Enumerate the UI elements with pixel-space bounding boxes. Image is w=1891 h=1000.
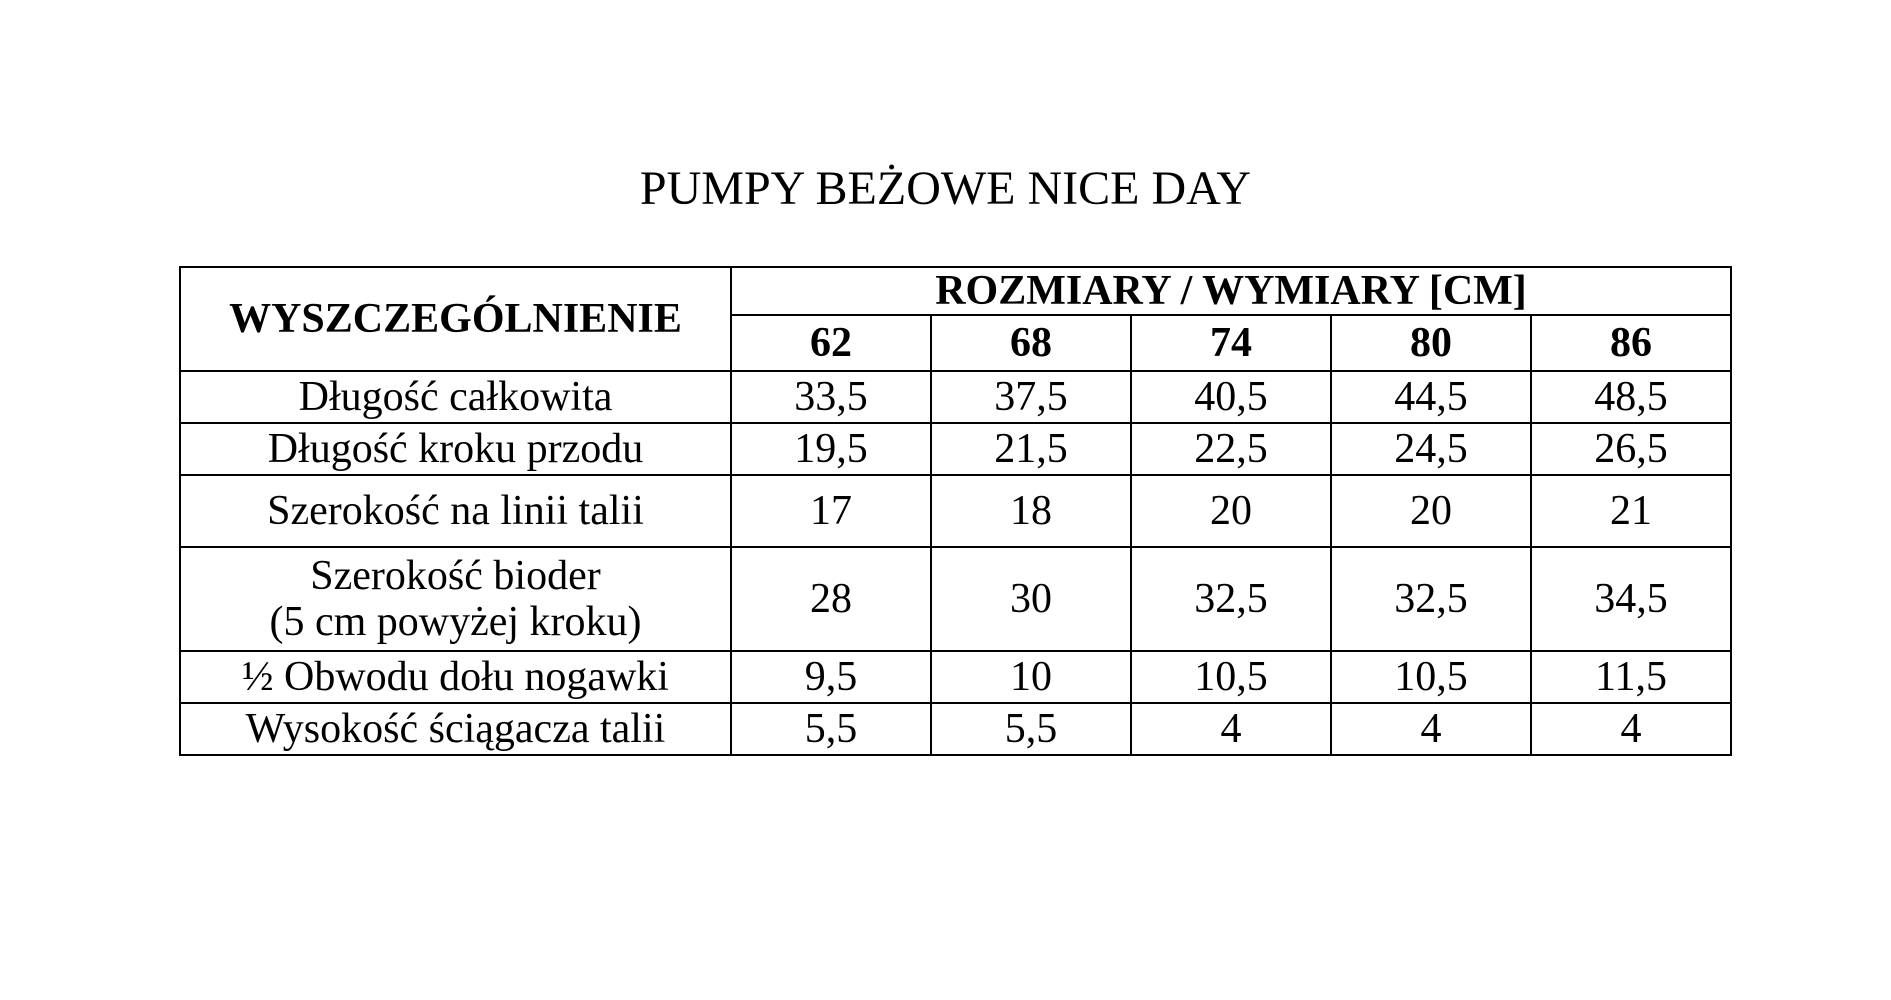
column-header-size: 74 (1131, 315, 1331, 371)
row-label: Długość całkowita (180, 371, 731, 423)
table-cell: 21 (1531, 475, 1731, 547)
table-cell: 18 (931, 475, 1131, 547)
table-cell: 11,5 (1531, 651, 1731, 703)
table-cell: 32,5 (1331, 547, 1531, 651)
table-cell: 10,5 (1131, 651, 1331, 703)
table-row (180, 371, 1731, 423)
table-cell: 10,5 (1331, 651, 1531, 703)
table-cell: 37,5 (931, 371, 1131, 423)
row-label: Długość kroku przodu (180, 423, 731, 475)
table-cell: 4 (1331, 703, 1531, 755)
row-label-line: (5 cm powyżej kroku) (269, 599, 642, 645)
table-row (180, 703, 1731, 755)
table-row (180, 475, 1731, 547)
table-cell: 44,5 (1331, 371, 1531, 423)
page-title: PUMPY BEŻOWE NICE DAY (639, 162, 1252, 215)
table-cell: 10 (931, 651, 1131, 703)
table-row (180, 423, 1731, 475)
table-cell: 22,5 (1131, 423, 1331, 475)
row-label: ½ Obwodu dołu nogawki (180, 651, 731, 703)
size-chart-table (179, 266, 1732, 756)
table-cell: 9,5 (731, 651, 931, 703)
table-cell: 4 (1531, 703, 1731, 755)
header-row-group (180, 267, 1731, 315)
table-row (180, 651, 1731, 703)
table-cell: 17 (731, 475, 931, 547)
row-label: Wysokość ściągacza talii (180, 703, 731, 755)
table-cell: 26,5 (1531, 423, 1731, 475)
column-header-size: 62 (731, 315, 931, 371)
column-header-size: 86 (1531, 315, 1731, 371)
table-cell: 5,5 (731, 703, 931, 755)
row-label: Szerokość na linii talii (180, 475, 731, 547)
table-cell: 48,5 (1531, 371, 1731, 423)
table-cell: 20 (1331, 475, 1531, 547)
row-label (180, 547, 731, 651)
column-header-sizes-group: ROZMIARY / WYMIARY [CM] (731, 267, 1731, 315)
table-cell: 5,5 (931, 703, 1131, 755)
table-cell: 19,5 (731, 423, 931, 475)
column-header-size: 80 (1331, 315, 1531, 371)
table-cell: 28 (731, 547, 931, 651)
table-cell: 33,5 (731, 371, 931, 423)
table-cell: 34,5 (1531, 547, 1731, 651)
column-header-specification: WYSZCZEGÓLNIENIE (180, 267, 731, 371)
table-cell: 32,5 (1131, 547, 1331, 651)
row-label-line: Szerokość bioder (310, 553, 601, 599)
table-cell: 24,5 (1331, 423, 1531, 475)
table-row (180, 547, 1731, 651)
table-cell: 30 (931, 547, 1131, 651)
table-cell: 40,5 (1131, 371, 1331, 423)
table-cell: 21,5 (931, 423, 1131, 475)
column-header-size: 68 (931, 315, 1131, 371)
table-cell: 4 (1131, 703, 1331, 755)
table-cell: 20 (1131, 475, 1331, 547)
